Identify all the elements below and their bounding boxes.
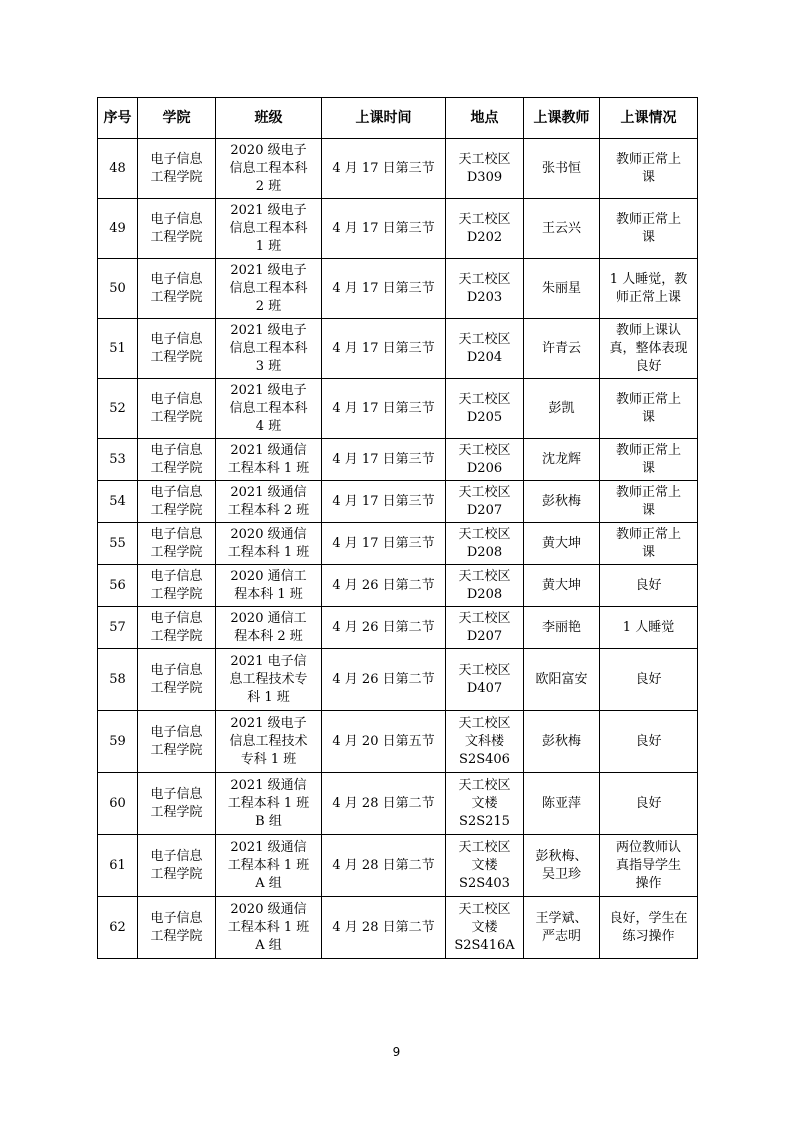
cell-teacher [524,607,600,649]
cell-text: 2020 通信工 [230,610,307,626]
cell-time: 4 月 17 日第三节 [322,481,446,523]
cell-text: 文科楼 [464,733,504,749]
cell-text: 课 [641,460,655,476]
header-text: 学院 [162,109,191,126]
cell-text: 2020 通信工 [230,568,307,584]
cell-text: 教师正常上 [615,442,681,458]
cell-class [216,711,322,773]
cell-text: 吴卫珍 [541,866,581,882]
table-row [98,607,698,649]
cell-text: 工程本科 1 班 [227,544,310,560]
cell-text: 工程本科 1 班 [227,795,310,811]
cell-time: 4 月 28 日第二节 [322,773,446,835]
header-class [216,98,322,139]
cell-text: 真指导学生 [615,857,681,873]
cell-text: 工程本科 1 班 [227,857,310,873]
cell-teacher [524,523,600,565]
cell-text: 天工校区 [458,271,511,287]
header-text: 班级 [254,109,283,126]
cell-text: 工程本科 1 班 [227,460,310,476]
cell-time: 4 月 17 日第三节 [322,199,446,259]
cell-text: 良好 [635,733,662,749]
cell-text: A 组 [255,875,282,891]
cell-text: 工程学院 [150,628,203,644]
cell-status [600,319,698,379]
cell-text: 两位教师认 [615,839,681,855]
cell-text: 工程学院 [150,502,203,518]
header-no [98,98,138,139]
cell-text: D207 [466,502,503,518]
cell-text: 朱丽星 [541,280,581,296]
cell-status [600,565,698,607]
table-row [98,439,698,481]
cell-text: 练习操作 [622,928,675,944]
cell-text: 天工校区 [458,839,511,855]
cell-text: 课 [641,169,655,185]
cell-no: 57 [98,607,138,649]
cell-location [446,439,524,481]
cell-text: D208 [466,544,503,560]
cell-text: 电子信息 [150,848,203,864]
cell-text: 电子信息 [150,724,203,740]
cell-college [138,649,216,711]
cell-time: 4 月 17 日第三节 [322,319,446,379]
cell-text: 天工校区 [458,662,511,678]
cell-text: 信息工程本科 [229,220,308,236]
cell-text: 师正常上课 [615,289,681,305]
cell-text: S2S403 [459,875,510,891]
cell-text: 2020 级通信 [230,526,307,542]
cell-text: 王学斌、 [535,910,588,926]
cell-text: 工程学院 [150,928,203,944]
cell-teacher [524,319,600,379]
header-college [138,98,216,139]
cell-text: D205 [466,409,503,425]
cell-text: 彭秋梅 [541,493,581,509]
cell-text: 电子信息 [150,151,203,167]
cell-text: 2021 级通信 [230,777,307,793]
cell-class [216,607,322,649]
cell-class [216,379,322,439]
cell-text: 2021 级电子 [230,382,307,398]
cell-no: 61 [98,835,138,897]
table-row [98,649,698,711]
cell-text: 良好 [635,358,662,374]
cell-text: 天工校区 [458,610,511,626]
cell-no: 56 [98,565,138,607]
cell-text: 良好 [635,577,662,593]
cell-text: 天工校区 [458,568,511,584]
header-text: 地点 [470,109,499,126]
cell-class [216,139,322,199]
table-row [98,565,698,607]
cell-text: D203 [466,289,503,305]
cell-location [446,523,524,565]
cell-college [138,773,216,835]
cell-location [446,607,524,649]
cell-text: 2 班 [255,178,282,194]
header-row [98,98,698,139]
cell-text: 工程学院 [150,680,203,696]
cell-status [600,259,698,319]
cell-text: 彭秋梅、 [535,848,588,864]
cell-college [138,379,216,439]
table-row [98,835,698,897]
cell-text: 2020 级电子 [230,142,307,158]
cell-teacher [524,259,600,319]
cell-class [216,897,322,959]
cell-time: 4 月 26 日第二节 [322,649,446,711]
cell-text: 天工校区 [458,211,511,227]
cell-status [600,481,698,523]
table-row [98,199,698,259]
cell-location [446,835,524,897]
cell-location [446,649,524,711]
cell-college [138,139,216,199]
cell-text: 陈亚萍 [541,795,581,811]
header-text: 号 [117,109,132,126]
cell-text: 真，整体表现 [609,340,688,356]
cell-text: 工程学院 [150,544,203,560]
cell-text: 2 班 [255,298,282,314]
cell-text: 课 [641,502,655,518]
cell-class [216,199,322,259]
table-row [98,139,698,199]
header-location [446,98,524,139]
cell-time: 4 月 17 日第三节 [322,379,446,439]
header-time [322,98,446,139]
cell-text: A 组 [255,937,282,953]
cell-text: 彭秋梅 [541,733,581,749]
cell-location [446,565,524,607]
cell-no: 52 [98,379,138,439]
cell-text: 工程学院 [150,409,203,425]
cell-text: S2S215 [459,813,510,829]
cell-text: 课 [641,409,655,425]
cell-text: 文楼 [471,919,498,935]
cell-text: 彭凯 [548,400,575,416]
cell-no: 49 [98,199,138,259]
cell-text: 信息工程本科 [229,400,308,416]
cell-no: 51 [98,319,138,379]
cell-no: 54 [98,481,138,523]
cell-time: 4 月 28 日第二节 [322,835,446,897]
cell-location [446,259,524,319]
cell-text: 电子信息 [150,271,203,287]
cell-text: 电子信息 [150,568,203,584]
cell-location [446,379,524,439]
cell-text: 操作 [635,875,662,891]
cell-text: 电子信息 [150,331,203,347]
cell-text: 2021 级电子 [230,262,307,278]
table-body [98,139,698,959]
cell-text: B 组 [255,813,282,829]
cell-text: 电子信息 [150,610,203,626]
cell-location [446,481,524,523]
cell-class [216,649,322,711]
cell-class [216,773,322,835]
cell-teacher [524,565,600,607]
cell-college [138,319,216,379]
cell-no: 62 [98,897,138,959]
cell-text: 2021 级通信 [230,442,307,458]
cell-college [138,523,216,565]
cell-text: 电子信息 [150,910,203,926]
cell-text: 信息工程本科 [229,280,308,296]
cell-text: 欧阳富安 [535,671,588,687]
cell-text: 3 班 [255,358,282,374]
cell-location [446,139,524,199]
header-text: 上课教师 [533,109,590,126]
cell-college [138,711,216,773]
cell-status [600,711,698,773]
cell-time: 4 月 20 日第五节 [322,711,446,773]
cell-text: 天工校区 [458,715,511,731]
cell-teacher [524,199,600,259]
cell-text: 工程学院 [150,229,203,245]
cell-text: 天工校区 [458,526,511,542]
cell-text: D207 [466,628,503,644]
cell-class [216,481,322,523]
cell-text: 工程本科 2 班 [227,502,310,518]
cell-college [138,439,216,481]
cell-text: 良好 [635,795,662,811]
cell-text: 专科 1 班 [240,751,297,767]
header-text: 上课情况 [620,109,677,126]
cell-no: 55 [98,523,138,565]
cell-college [138,481,216,523]
table-row [98,481,698,523]
cell-text: 2021 级电子 [230,715,307,731]
cell-text: 天工校区 [458,391,511,407]
cell-text: D206 [466,460,503,476]
cell-text: S2S406 [459,751,510,767]
cell-text: 课 [641,229,655,245]
cell-teacher [524,379,600,439]
cell-text: 1 班 [255,238,282,254]
cell-text: 电子信息 [150,526,203,542]
cell-status [600,523,698,565]
cell-college [138,897,216,959]
cell-text: 张书恒 [541,160,581,176]
cell-text: 工程学院 [150,742,203,758]
cell-class [216,319,322,379]
cell-text: 电子信息 [150,662,203,678]
cell-text: 天工校区 [458,901,511,917]
cell-teacher [524,439,600,481]
cell-status [600,607,698,649]
table-header [98,98,698,139]
table-row [98,379,698,439]
table-row [98,319,698,379]
cell-class [216,259,322,319]
cell-status [600,199,698,259]
cell-text: D208 [466,586,503,602]
cell-class [216,565,322,607]
cell-text: 信息工程技术 [229,733,308,749]
cell-text: 工程本科 1 班 [227,919,310,935]
cell-text: 良好 [635,671,662,687]
cell-text: 工程学院 [150,804,203,820]
cell-text: 工程学院 [150,866,203,882]
cell-teacher [524,835,600,897]
cell-status [600,773,698,835]
table-row [98,523,698,565]
cell-text: 黄大坤 [541,535,581,551]
cell-location [446,199,524,259]
header-text: 序 [103,109,118,126]
table-row [98,711,698,773]
cell-no: 59 [98,711,138,773]
cell-status [600,379,698,439]
cell-time: 4 月 17 日第三节 [322,523,446,565]
cell-text: 文楼 [471,795,498,811]
cell-text: 天工校区 [458,151,511,167]
page-number: 9 [392,1045,401,1059]
inspection-table [97,97,698,959]
cell-text: 2021 电子信 [230,653,307,669]
cell-text: 文楼 [471,857,498,873]
cell-college [138,565,216,607]
cell-teacher [524,711,600,773]
cell-text: 天工校区 [458,331,511,347]
cell-text: D202 [466,229,503,245]
cell-text: 1 人睡觉 [622,619,675,635]
cell-text: 王云兴 [541,220,581,236]
cell-status [600,835,698,897]
cell-class [216,523,322,565]
cell-status [600,439,698,481]
cell-text: 电子信息 [150,391,203,407]
cell-teacher [524,897,600,959]
cell-text: 天工校区 [458,442,511,458]
cell-text: 工程学院 [150,460,203,476]
cell-teacher [524,481,600,523]
cell-teacher [524,773,600,835]
cell-class [216,835,322,897]
cell-text: 黄大坤 [541,577,581,593]
cell-text: 天工校区 [458,484,511,500]
table-row [98,773,698,835]
cell-text: 工程学院 [150,289,203,305]
cell-time: 4 月 17 日第三节 [322,259,446,319]
cell-college [138,835,216,897]
cell-time: 4 月 28 日第二节 [322,897,446,959]
cell-time: 4 月 17 日第三节 [322,139,446,199]
cell-text: 教师正常上 [615,391,681,407]
cell-text: 电子信息 [150,484,203,500]
cell-college [138,199,216,259]
cell-teacher [524,139,600,199]
cell-status [600,139,698,199]
cell-text: 程本科 2 班 [234,628,303,644]
cell-time: 4 月 26 日第二节 [322,607,446,649]
table-row [98,259,698,319]
cell-text: 4 班 [255,418,282,434]
cell-text: S2S416A [454,937,515,953]
cell-text: 2021 级电子 [230,202,307,218]
cell-text: 天工校区 [458,777,511,793]
cell-no: 60 [98,773,138,835]
cell-status [600,649,698,711]
cell-text: 2020 级通信 [230,901,307,917]
cell-no: 50 [98,259,138,319]
cell-location [446,711,524,773]
cell-location [446,773,524,835]
cell-text: 教师上课认 [615,322,681,338]
cell-text: 教师正常上 [615,211,681,227]
cell-text: 科 1 班 [247,689,290,705]
cell-text: 电子信息 [150,442,203,458]
cell-text: 严志明 [541,928,581,944]
cell-college [138,259,216,319]
cell-no: 53 [98,439,138,481]
cell-text: 1 人睡觉，教 [609,271,688,287]
cell-text: 工程学院 [150,169,203,185]
cell-time: 4 月 26 日第二节 [322,565,446,607]
cell-text: 2021 级电子 [230,322,307,338]
cell-text: 电子信息 [150,211,203,227]
cell-time: 4 月 17 日第三节 [322,439,446,481]
cell-text: 课 [641,544,655,560]
cell-college [138,607,216,649]
header-text: 上课时间 [355,109,412,126]
cell-no: 48 [98,139,138,199]
table-row [98,897,698,959]
cell-text: 信息工程本科 [229,160,308,176]
cell-text: 工程学院 [150,349,203,365]
cell-text: 李丽艳 [541,619,581,635]
cell-text: 程本科 1 班 [234,586,303,602]
cell-text: 沈龙辉 [541,451,581,467]
cell-text: 2021 级通信 [230,839,307,855]
cell-text: 良好，学生在 [609,910,688,926]
cell-text: D309 [466,169,503,185]
cell-teacher [524,649,600,711]
cell-text: 电子信息 [150,786,203,802]
header-status [600,98,698,139]
cell-text: 2021 级通信 [230,484,307,500]
header-teacher [524,98,600,139]
cell-location [446,319,524,379]
cell-no: 58 [98,649,138,711]
cell-text: D407 [466,680,503,696]
cell-text: 教师正常上 [615,151,681,167]
cell-text: 教师正常上 [615,526,681,542]
cell-text: 教师正常上 [615,484,681,500]
cell-status [600,897,698,959]
cell-text: 信息工程本科 [229,340,308,356]
cell-text: 工程学院 [150,586,203,602]
cell-location [446,897,524,959]
cell-class [216,439,322,481]
cell-text: 息工程技术专 [229,671,308,687]
cell-text: 许青云 [541,340,581,356]
cell-text: D204 [466,349,503,365]
